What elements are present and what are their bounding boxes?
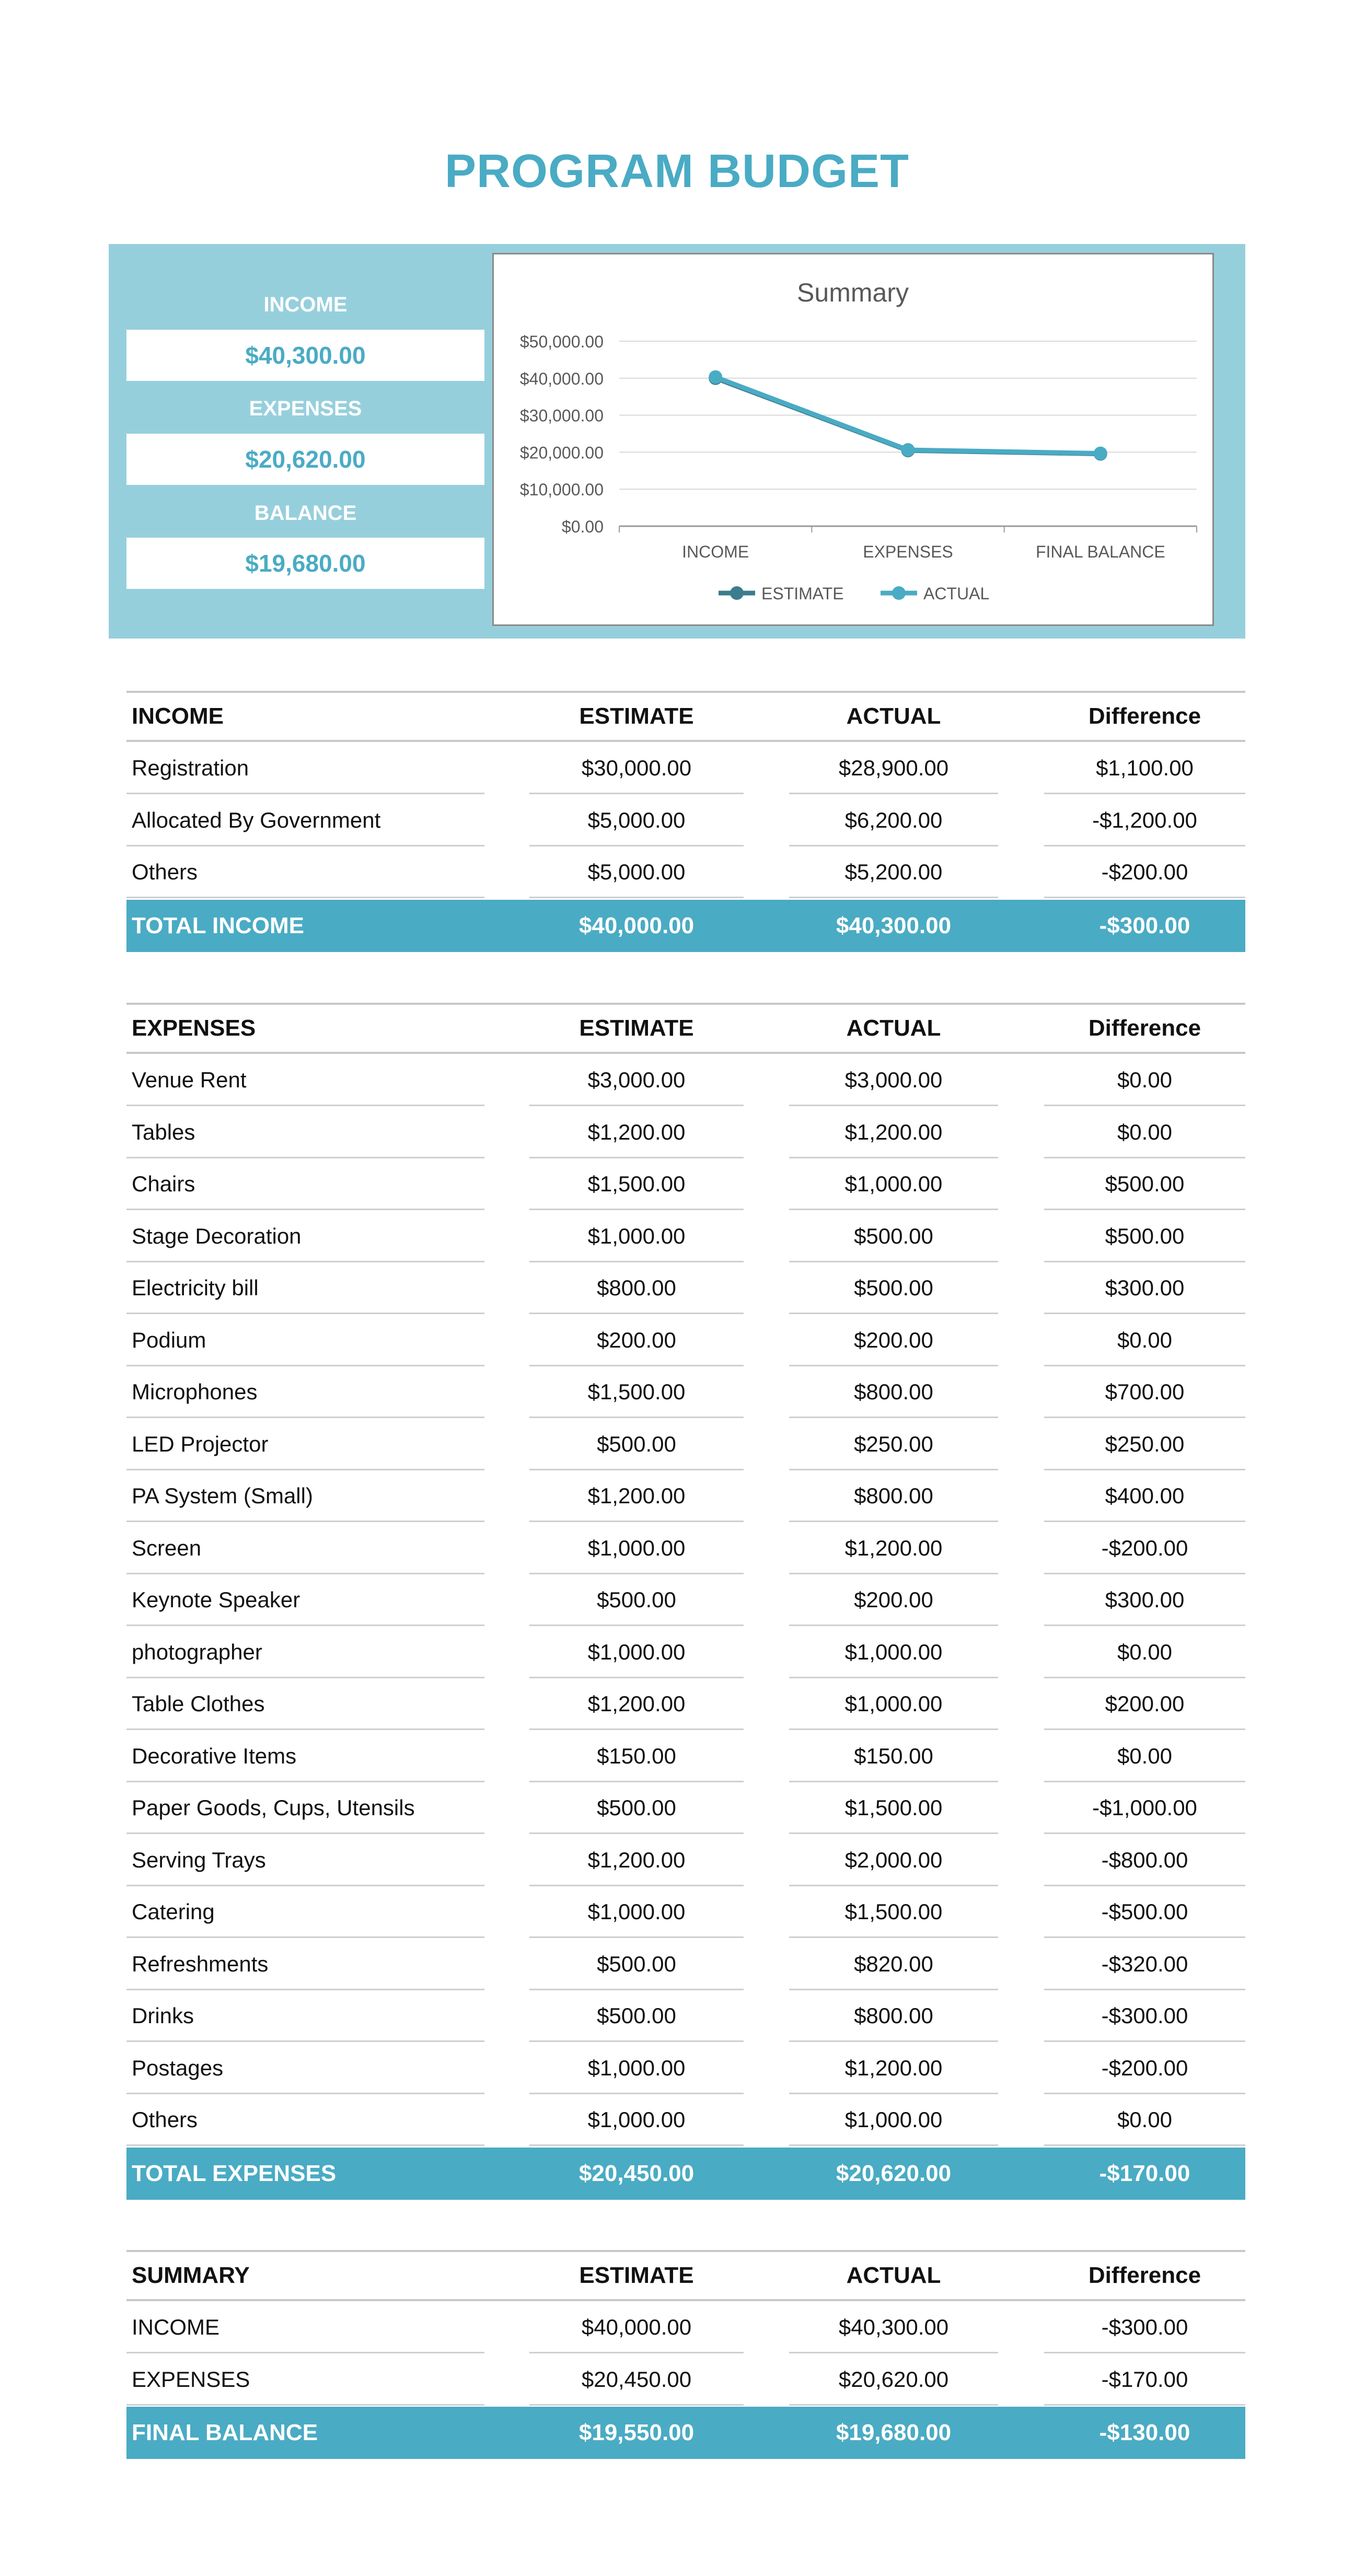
expenses-row-difference: -$300.00 [1101, 2003, 1188, 2028]
expenses-row-estimate: $1,200.00 [587, 1847, 686, 1872]
expenses-row-name: Screen [132, 1535, 202, 1560]
expenses-kpi-value: $20,620.00 [126, 434, 484, 485]
y-tick-label: $50,000.00 [519, 332, 604, 351]
income-header-estimate: ESTIMATE [579, 703, 694, 729]
summary-row-estimate: $40,000.00 [581, 2315, 692, 2339]
expenses-row-estimate: $1,000.00 [587, 1535, 686, 1560]
expenses-row-actual: $1,500.00 [844, 1899, 943, 1924]
expenses-row-actual: $1,000.00 [844, 2107, 943, 2132]
expenses-row-estimate: $3,000.00 [587, 1067, 686, 1092]
expenses-row-actual: $800.00 [854, 1483, 933, 1508]
summary-total-actual: $19,680.00 [836, 2420, 952, 2445]
expenses-row-name: Chairs [132, 1171, 195, 1196]
row-divider [126, 2404, 484, 2406]
expenses-row-difference: $300.00 [1105, 1275, 1185, 1300]
expenses-row-estimate: $1,000.00 [587, 1899, 686, 1924]
summary-row-difference: -$300.00 [1101, 2315, 1188, 2339]
income-row-name: Others [132, 860, 198, 884]
series-point-actual [709, 370, 722, 384]
summary-header-actual: ACTUAL [846, 2262, 941, 2288]
income-header-name: INCOME [132, 703, 224, 729]
expenses-row-difference: $500.00 [1105, 1171, 1185, 1196]
expenses-row-difference: $0.00 [1117, 1119, 1173, 1144]
expenses-header-estimate: ESTIMATE [579, 1015, 694, 1041]
expenses-row-estimate: $1,000.00 [587, 1223, 686, 1248]
expenses-row-difference: -$800.00 [1101, 1847, 1188, 1872]
expenses-row-name: PA System (Small) [132, 1483, 313, 1508]
row-divider [126, 2144, 484, 2146]
summary-row-name: EXPENSES [132, 2366, 250, 2392]
expenses-row-difference: $0.00 [1117, 1639, 1173, 1664]
summary-row-estimate: $20,450.00 [581, 2366, 692, 2392]
expenses-total-name: TOTAL EXPENSES [132, 2160, 337, 2186]
y-tick-label: $10,000.00 [519, 480, 604, 500]
income-row-actual: $28,900.00 [838, 756, 949, 780]
row-divider [126, 897, 484, 898]
expenses-row-actual: $1,000.00 [844, 1691, 943, 1716]
summary-header-estimate: ESTIMATE [579, 2262, 694, 2288]
income-row-difference: -$200.00 [1101, 860, 1188, 884]
income-row-estimate: $30,000.00 [581, 756, 692, 780]
legend-marker-estimate [730, 586, 744, 600]
expenses-row-estimate: $1,200.00 [587, 1483, 686, 1508]
balance-kpi-label: BALANCE [254, 502, 357, 525]
expenses-row-estimate: $800.00 [597, 1275, 676, 1300]
expenses-header-actual: ACTUAL [846, 1015, 941, 1041]
expenses-row-actual: $2,000.00 [844, 1847, 943, 1872]
expenses-row-name: Stage Decoration [132, 1223, 302, 1248]
row-divider [789, 897, 998, 898]
x-tick-label: INCOME [682, 542, 749, 561]
expenses-row-actual: $500.00 [854, 1275, 933, 1300]
expenses-row-actual: $1,200.00 [844, 1119, 943, 1144]
expenses-row-actual: $800.00 [854, 2003, 933, 2028]
expenses-row-name: LED Projector [132, 1431, 269, 1456]
expenses-row-actual: $200.00 [854, 1587, 933, 1612]
expenses-row-estimate: $500.00 [597, 2003, 676, 2028]
expenses-header-name: EXPENSES [132, 1015, 256, 1041]
expenses-row-name: Venue Rent [132, 1067, 247, 1092]
row-divider [529, 2144, 744, 2146]
row-divider [789, 2144, 998, 2146]
y-tick-label: $30,000.00 [519, 406, 604, 425]
expenses-row-name: Serving Trays [132, 1847, 266, 1872]
expenses-row-actual: $820.00 [854, 1951, 933, 1976]
expenses-row-actual: $1,000.00 [844, 1171, 943, 1196]
income-row-difference: $1,100.00 [1096, 756, 1194, 780]
row-divider [1044, 2404, 1245, 2406]
expenses-row-name: Drinks [132, 2003, 194, 2028]
income-kpi-label: INCOME [263, 293, 348, 316]
expenses-row-name: Microphones [132, 1379, 258, 1404]
series-line-estimate [715, 378, 1101, 454]
x-tick-label: FINAL BALANCE [1035, 542, 1165, 561]
y-tick-label: $0.00 [561, 517, 604, 536]
summary-chart-svg [494, 254, 1212, 624]
row-divider [1044, 2144, 1245, 2146]
expenses-row-actual: $200.00 [854, 1327, 933, 1352]
expenses-row-actual: $500.00 [854, 1223, 933, 1248]
expenses-row-name: Catering [132, 1899, 215, 1924]
expenses-row-difference: $0.00 [1117, 1743, 1173, 1768]
expenses-kpi-label: EXPENSES [249, 397, 362, 420]
y-tick-label: $40,000.00 [519, 369, 604, 388]
expenses-row-estimate: $500.00 [597, 1587, 676, 1612]
income-header-actual: ACTUAL [846, 703, 941, 729]
expenses-row-name: Refreshments [132, 1951, 269, 1976]
expenses-total-actual: $20,620.00 [836, 2160, 952, 2186]
expenses-row-estimate: $1,000.00 [587, 2107, 686, 2132]
expenses-total-difference: -$170.00 [1099, 2160, 1190, 2186]
income-row-estimate: $5,000.00 [587, 860, 686, 884]
income-row-actual: $5,200.00 [844, 860, 943, 884]
income-row-name: Allocated By Government [132, 807, 381, 832]
balance-kpi-value: $19,680.00 [126, 538, 484, 589]
legend-label-estimate: ESTIMATE [761, 584, 844, 603]
income-kpi-value: $40,300.00 [126, 330, 484, 381]
summary-row-actual: $20,620.00 [838, 2366, 949, 2392]
expenses-row-estimate: $200.00 [597, 1327, 676, 1352]
legend-label-actual: ACTUAL [923, 584, 990, 603]
expenses-row-actual: $1,000.00 [844, 1639, 943, 1664]
expenses-row-name: Postages [132, 2055, 224, 2080]
income-header-difference: Difference [1088, 703, 1201, 729]
summary-row-actual: $40,300.00 [838, 2315, 949, 2339]
expenses-row-difference: $200.00 [1105, 1691, 1185, 1716]
summary-header-name: SUMMARY [132, 2262, 250, 2288]
expenses-row-difference: -$200.00 [1101, 2055, 1188, 2080]
summary-total-estimate: $19,550.00 [578, 2420, 695, 2445]
expenses-row-difference: $0.00 [1117, 1327, 1173, 1352]
expenses-row-name: Table Clothes [132, 1691, 265, 1716]
summary-header-difference: Difference [1088, 2262, 1201, 2288]
income-row-difference: -$1,200.00 [1092, 807, 1197, 832]
expenses-row-actual: $1,200.00 [844, 2055, 943, 2080]
expenses-row-name: Podium [132, 1327, 206, 1352]
expenses-row-actual: $250.00 [854, 1431, 933, 1456]
chart-title: Summary [797, 278, 909, 307]
income-total-difference: -$300.00 [1099, 912, 1190, 938]
expenses-row-estimate: $1,500.00 [587, 1379, 686, 1404]
expenses-row-difference: $500.00 [1105, 1223, 1185, 1248]
expenses-row-estimate: $1,500.00 [587, 1171, 686, 1196]
expenses-row-estimate: $500.00 [597, 1795, 676, 1820]
summary-row-name: INCOME [132, 2315, 219, 2339]
expenses-row-difference: $700.00 [1105, 1379, 1185, 1404]
legend-marker-actual [892, 586, 906, 600]
expenses-row-actual: $1,200.00 [844, 1535, 943, 1560]
x-tick-label: EXPENSES [863, 542, 953, 561]
summary-chart [492, 253, 1214, 626]
expenses-row-name: Others [132, 2107, 198, 2132]
income-row-actual: $6,200.00 [844, 807, 943, 832]
income-total-name: TOTAL INCOME [132, 912, 304, 938]
expenses-row-estimate: $1,200.00 [587, 1691, 686, 1716]
row-divider [789, 2404, 998, 2406]
expenses-row-difference: $0.00 [1117, 1067, 1173, 1092]
expenses-row-actual: $3,000.00 [844, 1067, 943, 1092]
expenses-row-actual: $1,500.00 [844, 1795, 943, 1820]
expenses-row-difference: -$200.00 [1101, 1535, 1188, 1560]
expenses-row-difference: -$320.00 [1101, 1951, 1188, 1976]
expenses-total-estimate: $20,450.00 [578, 2160, 695, 2186]
y-tick-label: $20,000.00 [519, 443, 604, 462]
expenses-row-difference: $400.00 [1105, 1483, 1185, 1508]
expenses-row-name: Electricity bill [132, 1275, 259, 1300]
expenses-row-name: Paper Goods, Cups, Utensils [132, 1795, 415, 1820]
expenses-row-name: Keynote Speaker [132, 1587, 300, 1612]
summary-row-difference: -$170.00 [1101, 2366, 1188, 2392]
row-divider [529, 897, 744, 898]
series-point-actual [1094, 447, 1107, 460]
expenses-row-estimate: $1,200.00 [587, 1119, 686, 1144]
summary-total-difference: -$130.00 [1099, 2420, 1190, 2445]
row-divider [529, 2404, 744, 2406]
expenses-row-difference: $300.00 [1105, 1587, 1185, 1612]
expenses-row-estimate: $1,000.00 [587, 1639, 686, 1664]
expenses-row-estimate: $500.00 [597, 1431, 676, 1456]
income-row-estimate: $5,000.00 [587, 807, 686, 832]
expenses-row-name: photographer [132, 1639, 262, 1664]
expenses-row-estimate: $1,000.00 [587, 2055, 686, 2080]
row-divider [1044, 897, 1245, 898]
income-row-name: Registration [132, 756, 249, 780]
series-point-actual [901, 443, 915, 457]
expenses-row-estimate: $500.00 [597, 1951, 676, 1976]
income-total-estimate: $40,000.00 [578, 912, 695, 938]
page-title: PROGRAM BUDGET [445, 145, 909, 198]
expenses-row-difference: $250.00 [1105, 1431, 1185, 1456]
expenses-row-difference: -$500.00 [1101, 1899, 1188, 1924]
expenses-row-actual: $800.00 [854, 1379, 933, 1404]
expenses-row-name: Decorative Items [132, 1743, 297, 1768]
income-total-actual: $40,300.00 [836, 912, 952, 938]
summary-total-name: FINAL BALANCE [132, 2420, 318, 2445]
expenses-header-difference: Difference [1088, 1015, 1201, 1041]
expenses-row-actual: $150.00 [854, 1743, 933, 1768]
expenses-row-name: Tables [132, 1119, 195, 1144]
expenses-row-difference: -$1,000.00 [1092, 1795, 1197, 1820]
expenses-row-difference: $0.00 [1117, 2107, 1173, 2132]
expenses-row-estimate: $150.00 [597, 1743, 676, 1768]
